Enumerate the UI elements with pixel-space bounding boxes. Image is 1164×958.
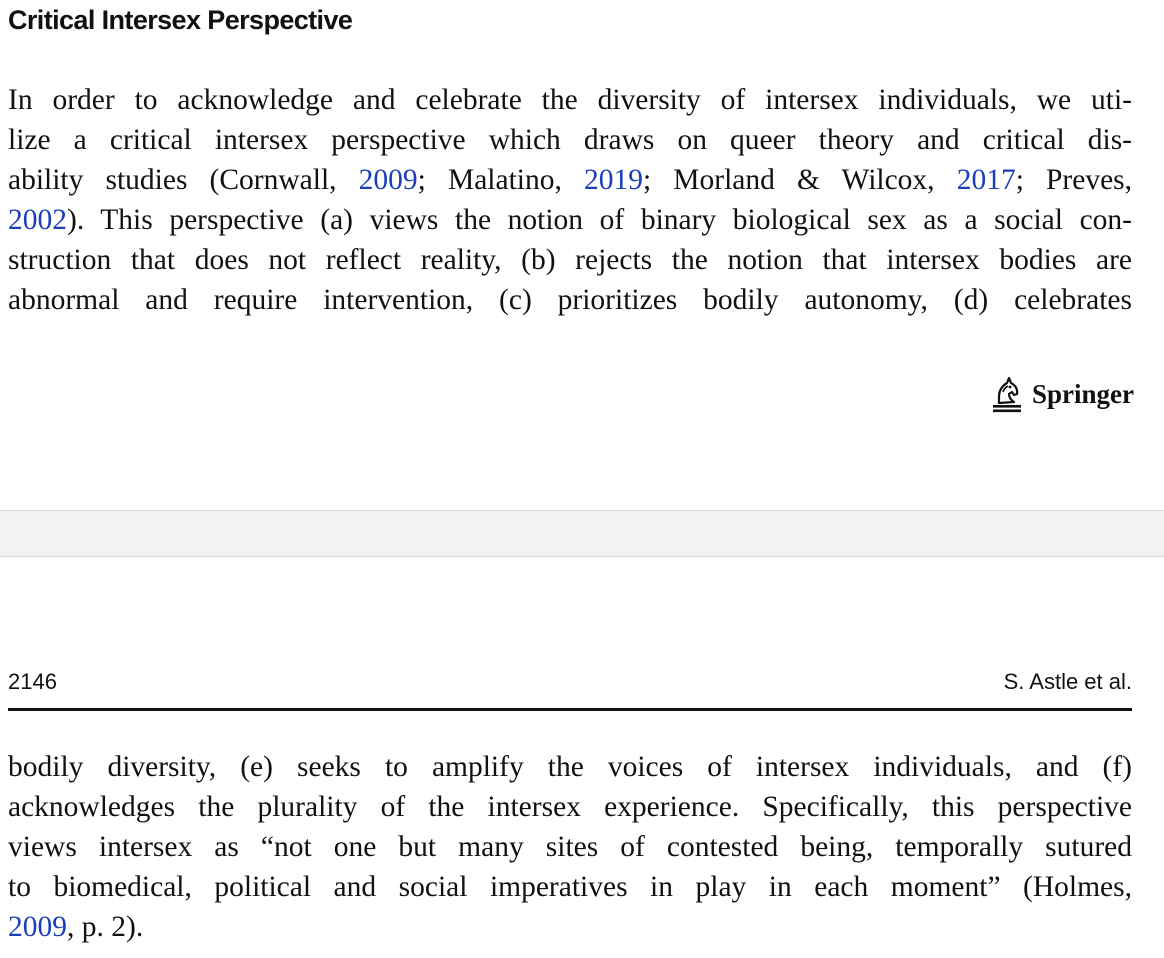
page-separator <box>0 510 1164 557</box>
body-paragraph-intersex-perspective <box>8 80 1132 320</box>
text-line <box>8 200 1132 240</box>
running-head-authors: S. Astle et al. <box>1003 669 1132 694</box>
text-line <box>8 787 1132 827</box>
text-run: bodily diversity, (e) seeks to amplify the voices of intersex individuals, and (f) <box>8 751 1132 783</box>
citation-year-link[interactable]: 2019 <box>583 164 643 196</box>
body-paragraph-continued <box>8 747 1132 947</box>
text-run: views intersex as “not one but many sites of contested being, temporally sutured <box>8 831 1132 863</box>
text-run: ; Morland & Wilcox, <box>642 164 957 196</box>
text-line <box>8 280 1132 320</box>
springer-logo <box>990 374 1134 414</box>
text-line <box>8 120 1132 160</box>
page-number: 2146 <box>8 669 57 694</box>
text-line <box>8 907 1132 947</box>
text-run: to biomedical, political and social imperatives in play in each moment” (Holmes, <box>8 871 1132 903</box>
text-line <box>8 160 1132 200</box>
text-run: ; Malatino, <box>417 164 584 196</box>
springer-wordmark: Springer <box>1032 378 1135 409</box>
citation-year-link[interactable]: 2002 <box>8 204 67 236</box>
text-line <box>8 827 1132 867</box>
text-run: , p. 2). <box>67 911 144 943</box>
text-run: struction that does not reflect reality, (b) rejects the notion that intersex bodies are <box>8 244 1132 276</box>
text-line <box>8 240 1132 280</box>
text-run: acknowledges the plurality of the intersex experience. Specifically, this perspective <box>8 791 1132 823</box>
header-rule <box>8 708 1132 711</box>
text-run: ; Preves, <box>1015 164 1133 196</box>
pdf-page-lower <box>0 557 1164 958</box>
springer-horse-icon <box>990 375 1024 413</box>
text-run: ). This perspective (a) views the notion of binary biological sex as a social con- <box>67 204 1132 236</box>
section-heading: Critical Intersex Perspective <box>8 5 353 35</box>
text-run: In order to acknowledge and celebrate the diversity of intersex individuals, we uti- <box>8 84 1132 116</box>
text-line <box>8 867 1132 907</box>
text-line <box>8 747 1132 787</box>
text-run: ability studies (Cornwall, <box>8 164 359 196</box>
text-line <box>8 80 1132 120</box>
citation-year-link[interactable]: 2017 <box>956 164 1016 196</box>
text-run: lize a critical intersex perspective which draws on queer theory and critical dis- <box>8 124 1132 156</box>
running-header <box>8 667 1132 697</box>
citation-year-link[interactable]: 2009 <box>8 911 67 943</box>
citation-year-link[interactable]: 2009 <box>358 164 418 196</box>
text-run: abnormal and require intervention, (c) prioritizes bodily autonomy, (d) celebrates <box>8 284 1132 316</box>
